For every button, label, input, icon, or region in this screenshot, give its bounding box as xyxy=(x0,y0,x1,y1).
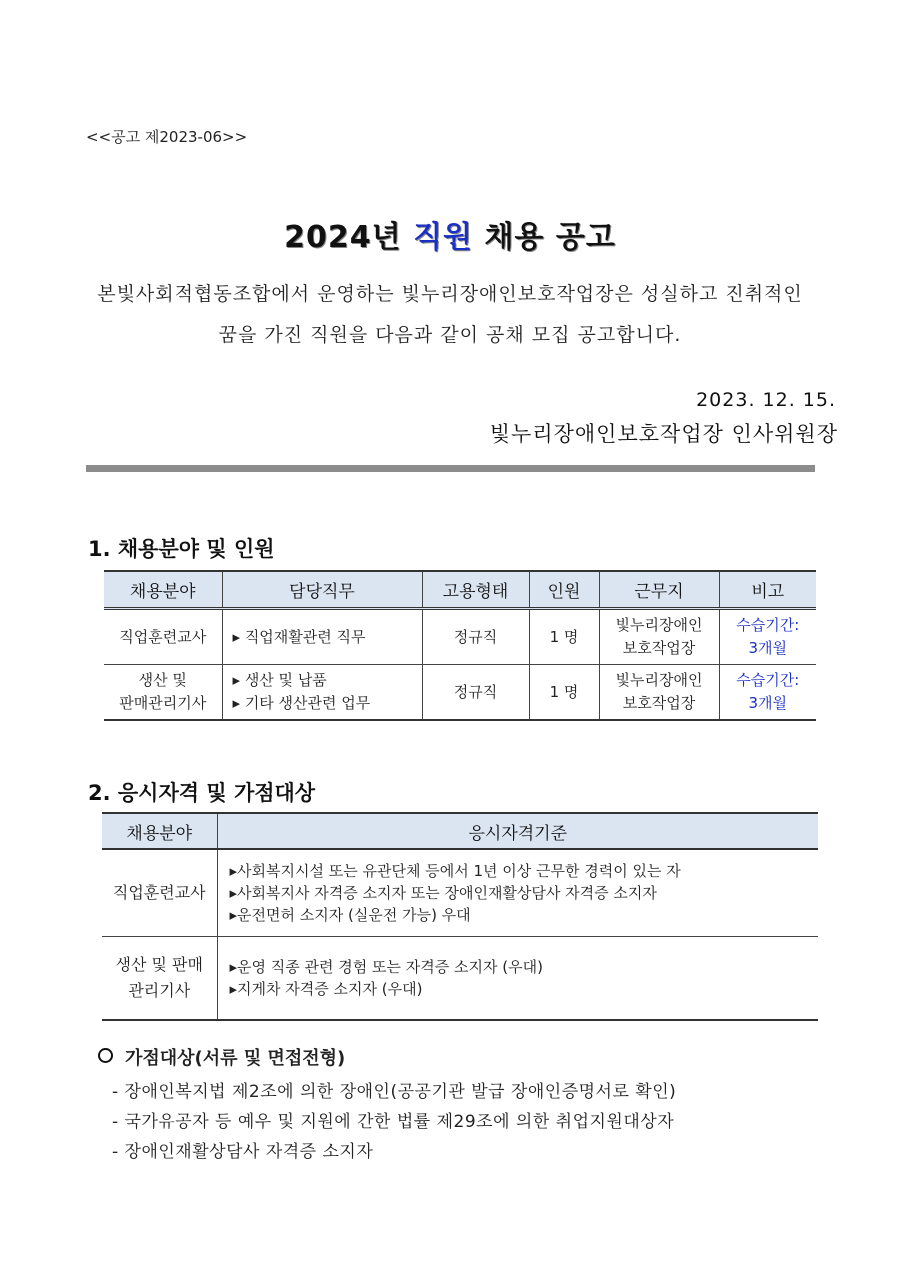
header-field: 채용분야 xyxy=(102,813,217,849)
bonus-heading-text: 가점대상(서류 및 면접전형) xyxy=(125,1048,346,1069)
divider xyxy=(86,465,815,472)
criteria-line: ▸운영 직종 관련 경험 또는 자격증 소지자 (우대) xyxy=(229,958,543,976)
field-cell xyxy=(104,665,222,721)
location-cell xyxy=(599,665,719,721)
field-text: 판매관리기사 xyxy=(119,694,207,712)
note-cell xyxy=(719,665,816,721)
bonus-heading xyxy=(98,1044,345,1070)
duties-cell xyxy=(222,665,422,721)
header-count: 인원 xyxy=(529,571,599,609)
criteria-line: ▸운전면허 소지자 (실운전 가능) 우대 xyxy=(229,906,471,924)
header-note: 비고 xyxy=(719,571,816,609)
type-cell: 정규직 xyxy=(422,665,529,721)
criteria-line: ▸지게차 자격증 소지자 (우대) xyxy=(229,980,423,998)
bullet-icon: ▸ xyxy=(232,694,245,712)
type-cell: 정규직 xyxy=(422,609,529,665)
bonus-item: - 장애인복지법 제2조에 의한 장애인(공공기관 발급 장애인증명서로 확인) xyxy=(112,1082,677,1102)
bullet-icon: ▸ xyxy=(232,627,245,646)
title-suffix: 채용 공고 xyxy=(473,220,616,255)
intro-line-1: 본빛사회적협동조합에서 운영하는 빛누리장애인보호작업장은 성실하고 진취적인 xyxy=(97,283,803,305)
header-employment-type: 고용형태 xyxy=(422,571,529,609)
header-criteria: 응시자격기준 xyxy=(217,813,818,849)
table-row xyxy=(102,849,818,937)
field-text: 생산 및 xyxy=(138,671,187,689)
duties-cell xyxy=(222,609,422,665)
criteria-line: ▸사회복지시설 또는 유관단체 등에서 1년 이상 근무한 경력이 있는 자 xyxy=(229,862,681,880)
bullet-icon: ▸ xyxy=(232,671,245,689)
location-line: 보호작업장 xyxy=(622,694,696,712)
title-highlight: 직원 xyxy=(413,220,474,255)
table-header-row xyxy=(102,813,818,849)
field-text: 생산 및 판매 xyxy=(115,955,203,974)
location-line: 빛누리장애인 xyxy=(615,616,703,634)
field-cell xyxy=(102,937,217,1021)
note-line: 3개월 xyxy=(748,694,788,712)
field-text: 직업훈련교사 xyxy=(112,883,206,902)
notice-date: 2023. 12. 15. xyxy=(696,389,836,411)
duty-text: 생산 및 납품 xyxy=(244,671,327,689)
duty-text: 직업재활관련 직무 xyxy=(244,627,366,646)
notice-number: <<공고 제2023-06>> xyxy=(86,128,248,146)
recruitment-table xyxy=(104,570,816,721)
section2-heading: 2. 응시자격 및 가점대상 xyxy=(88,781,316,805)
field-cell xyxy=(104,609,222,665)
table-row xyxy=(102,937,818,1021)
criteria-cell xyxy=(217,937,818,1021)
circle-bullet-icon xyxy=(98,1048,113,1063)
field-cell xyxy=(102,849,217,937)
page-title xyxy=(0,212,900,256)
location-line: 빛누리장애인 xyxy=(615,671,703,689)
location-cell xyxy=(599,609,719,665)
header-location: 근무지 xyxy=(599,571,719,609)
note-line: 수습기간: xyxy=(736,671,800,689)
criteria-line: ▸사회복지사 자격증 소지자 또는 장애인재활상담사 자격증 소지자 xyxy=(229,884,657,902)
intro-line-2: 꿈을 가진 직원을 다음과 같이 공채 모집 공고합니다. xyxy=(218,324,682,346)
field-text: 관리기사 xyxy=(128,981,191,1000)
field-text: 직업훈련교사 xyxy=(119,627,207,646)
duty-text: 기타 생산관련 업무 xyxy=(244,694,371,712)
title-prefix: 2024년 xyxy=(284,220,414,255)
note-line: 3개월 xyxy=(748,639,788,657)
table-header-row xyxy=(104,571,816,609)
header-duties: 담당직무 xyxy=(222,571,422,609)
criteria-cell xyxy=(217,849,818,937)
table-row xyxy=(104,609,816,665)
bonus-item: - 장애인재활상담사 자격증 소지자 xyxy=(112,1142,374,1162)
bonus-item: - 국가유공자 등 예우 및 지원에 간한 법률 제29조에 의한 취업지원대상자 xyxy=(112,1112,675,1132)
header-field: 채용분야 xyxy=(104,571,222,609)
table-row xyxy=(104,665,816,721)
qualification-table xyxy=(102,812,818,1021)
signer: 빛누리장애인보호작업장 인사위원장 xyxy=(489,422,838,446)
count-cell: 1 명 xyxy=(529,665,599,721)
section1-heading: 1. 채용분야 및 인원 xyxy=(88,537,275,561)
note-line: 수습기간: xyxy=(736,616,800,634)
note-cell xyxy=(719,609,816,665)
count-cell: 1 명 xyxy=(529,609,599,665)
location-line: 보호작업장 xyxy=(622,639,696,657)
